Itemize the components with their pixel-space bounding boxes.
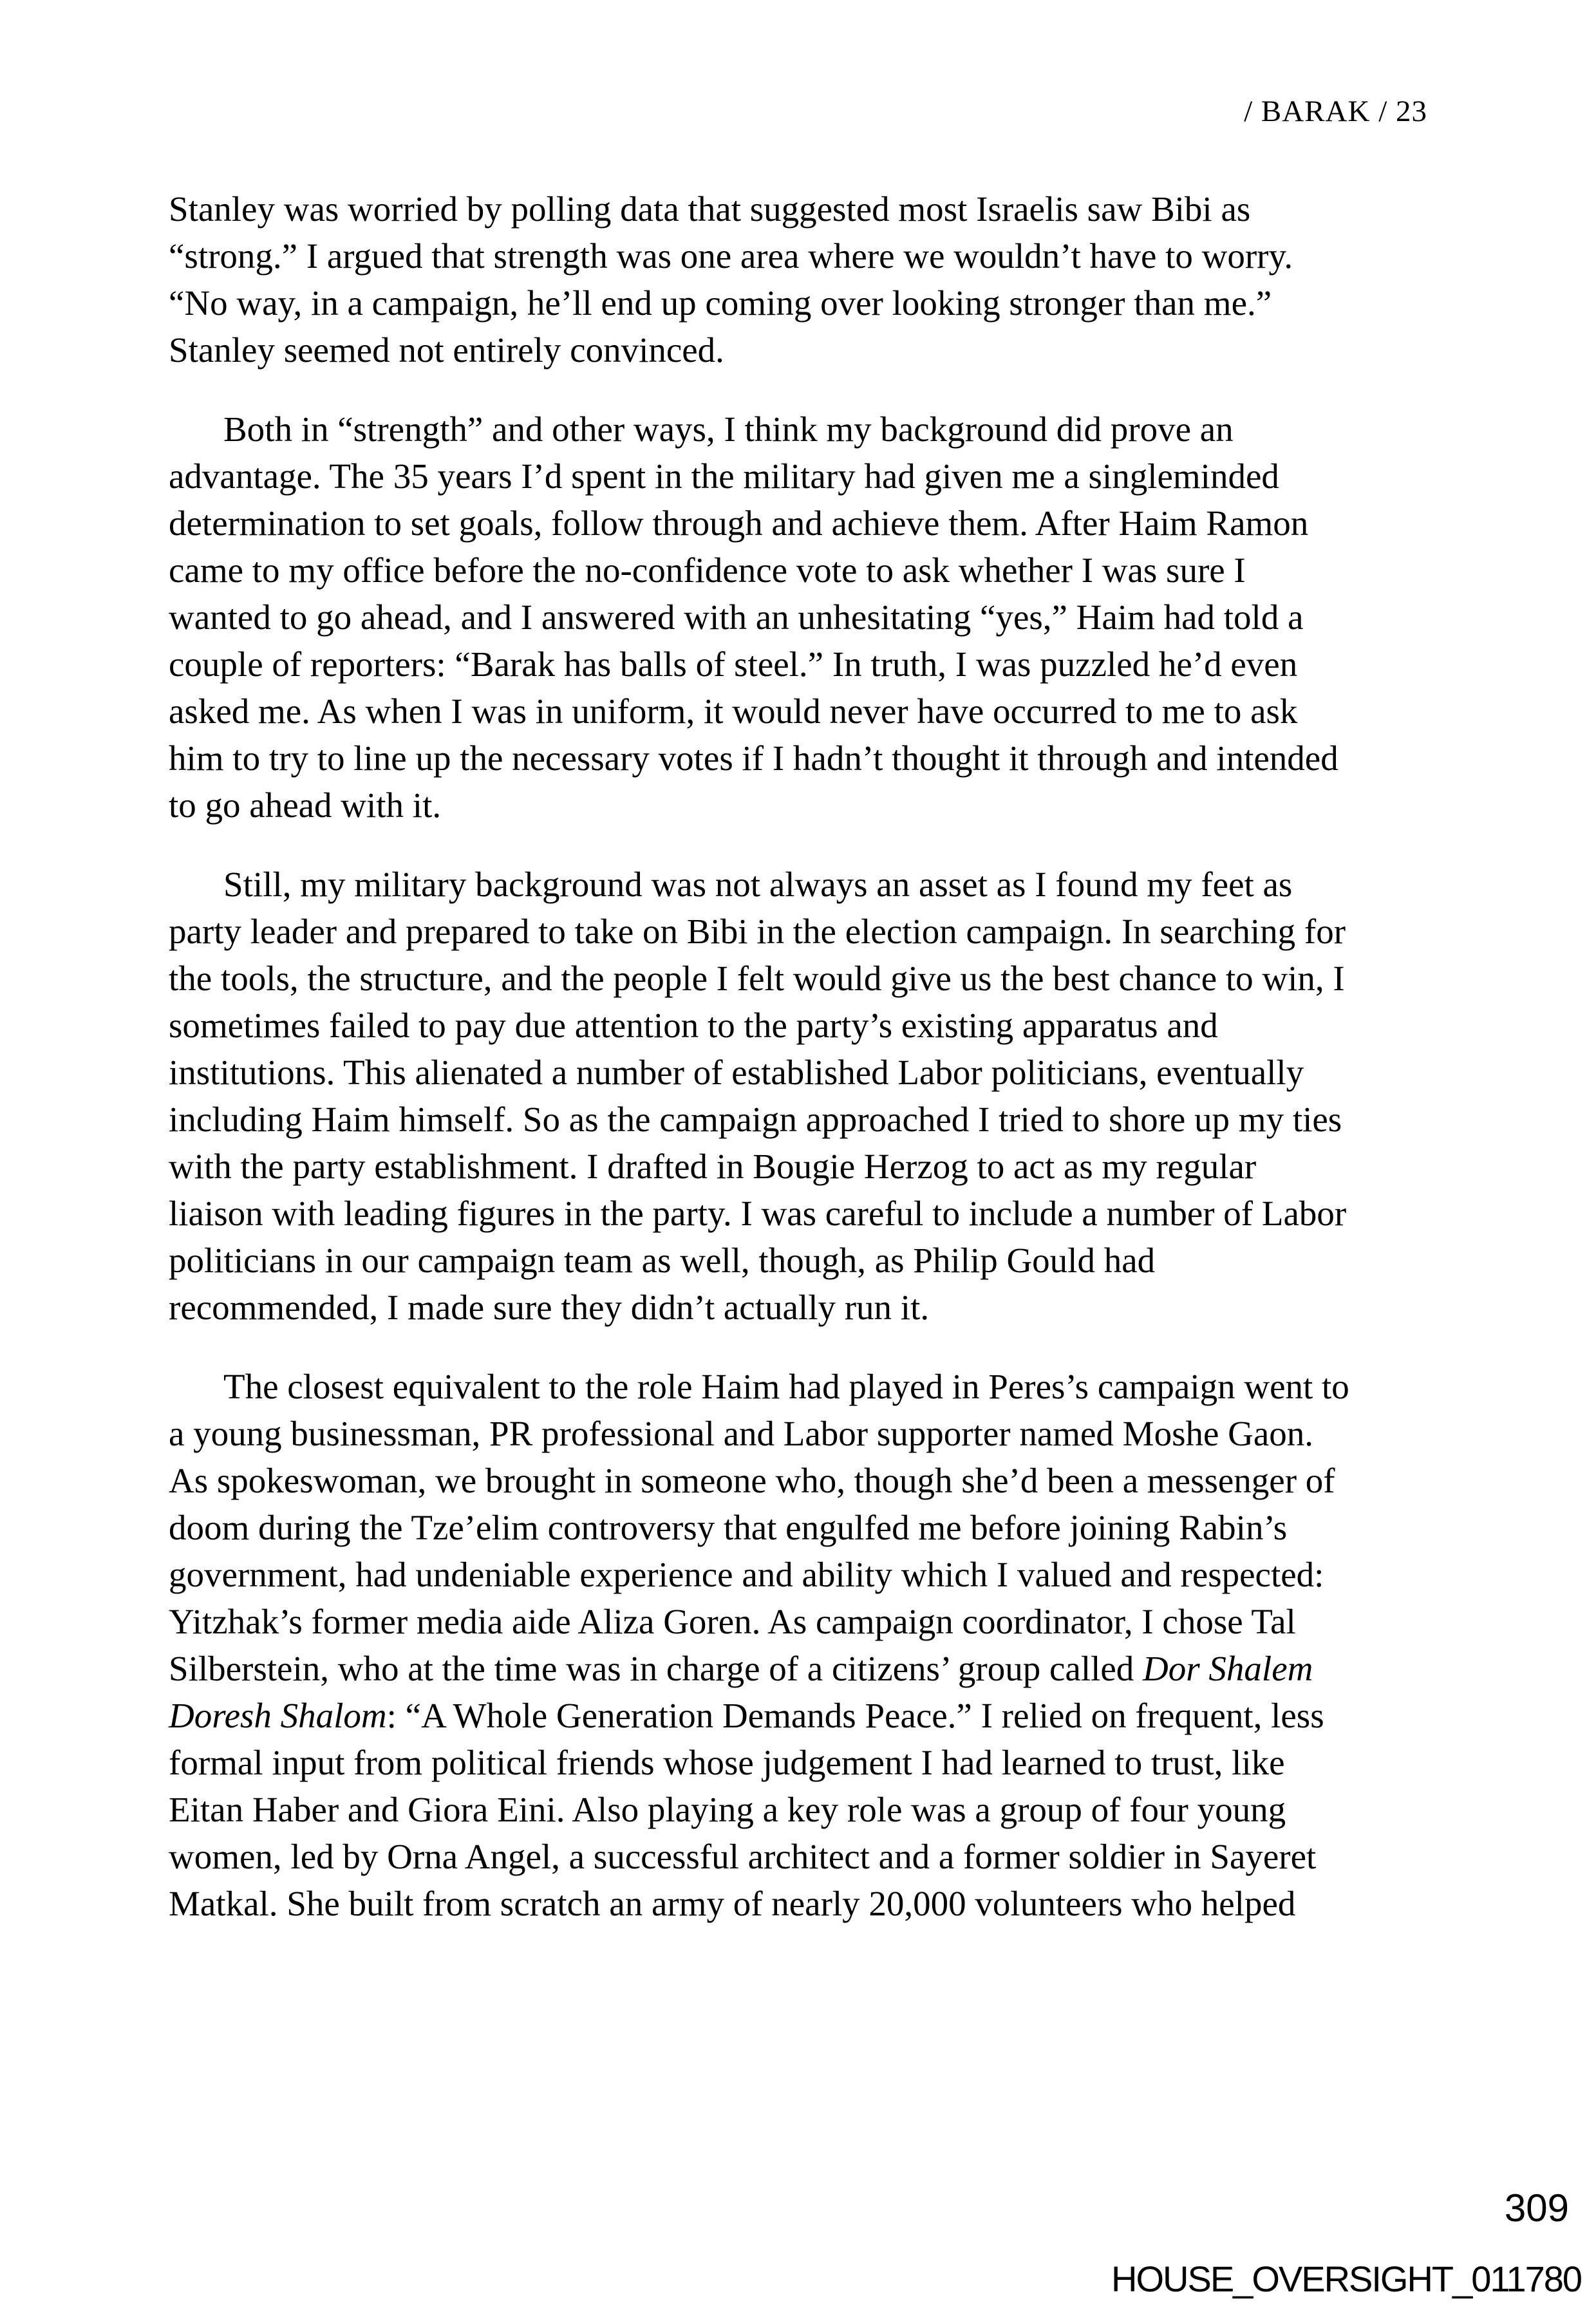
text-line — [169, 406, 1450, 453]
paragraph — [169, 1363, 1450, 1927]
text-segment: a young businessman, PR professional and Labor supporter named Moshe Gaon. — [169, 1414, 1314, 1453]
text-line — [169, 500, 1450, 547]
text-line — [169, 861, 1450, 908]
text-line — [169, 1096, 1450, 1143]
page-body — [169, 185, 1450, 1927]
text-line — [169, 735, 1450, 782]
text-line — [169, 1049, 1450, 1096]
italic-text-segment: Doresh Shalom — [169, 1696, 387, 1735]
text-line — [169, 326, 1450, 373]
text-segment: came to my office before the no-confidence vote to ask whether I was sure I — [169, 550, 1246, 590]
text-segment: to go ahead with it. — [169, 785, 442, 825]
text-line — [169, 279, 1450, 326]
text-line — [169, 547, 1450, 594]
text-line — [169, 955, 1450, 1002]
text-line — [169, 1284, 1450, 1331]
paragraph — [169, 185, 1450, 373]
text-line — [169, 1598, 1450, 1645]
text-segment: recommended, I made sure they didn’t actually run it. — [169, 1288, 930, 1327]
text-segment: including Haim himself. So as the campaign approached I tried to shore up my ties — [169, 1100, 1342, 1139]
text-segment: women, led by Orna Angel, a successful architect and a former soldier in Sayeret — [169, 1837, 1317, 1876]
text-line — [169, 641, 1450, 688]
running-header: / BARAK / 23 — [1244, 95, 1427, 128]
text-segment: couple of reporters: “Barak has balls of steel.” In truth, I was puzzled he’d even — [169, 644, 1298, 684]
text-segment: politicians in our campaign team as well, though, as Philip Gould had — [169, 1241, 1156, 1280]
text-line — [169, 1457, 1450, 1504]
text-line — [169, 453, 1450, 500]
text-line — [169, 1002, 1450, 1049]
text-segment: party leader and prepared to take on Bibi in the election campaign. In searching for — [169, 912, 1346, 951]
text-line — [169, 688, 1450, 735]
text-line — [169, 1190, 1450, 1237]
text-segment: wanted to go ahead, and I answered with an unhesitating “yes,” Haim had told a — [169, 597, 1304, 637]
text-segment: Matkal. She built from scratch an army of nearly 20,000 volunteers who helped — [169, 1884, 1296, 1923]
text-segment: liaison with leading figures in the party. I was careful to include a number of Labor — [169, 1194, 1347, 1233]
text-segment: sometimes failed to pay due attention to the party’s existing apparatus and — [169, 1006, 1218, 1045]
text-line — [169, 1504, 1450, 1551]
text-segment: doom during the Tze’elim controversy that engulfed me before joining Rabin’s — [169, 1508, 1288, 1547]
text-segment: determination to set goals, follow through and achieve them. After Haim Ramon — [169, 503, 1309, 543]
text-segment: institutions. This alienated a number of established Labor politicians, eventually — [169, 1053, 1304, 1092]
text-segment: the tools, the structure, and the people I felt would give us the best chance to win, I — [169, 959, 1345, 998]
paragraph — [169, 406, 1450, 829]
text-line — [169, 1880, 1450, 1927]
text-line — [169, 1551, 1450, 1598]
text-segment: The closest equivalent to the role Haim had played in Peres’s campaign went to — [223, 1367, 1349, 1406]
text-segment: As spokeswoman, we brought in someone who, though she’d been a messenger of — [169, 1461, 1335, 1500]
paragraph — [169, 861, 1450, 1331]
text-line — [169, 232, 1450, 279]
page-number: 309 — [1504, 2186, 1569, 2230]
bates-stamp: HOUSE_OVERSIGHT_011780 — [1111, 2259, 1581, 2299]
text-line — [169, 908, 1450, 955]
text-line — [169, 185, 1450, 232]
text-line — [169, 594, 1450, 641]
text-segment: formal input from political friends whose judgement I had learned to trust, like — [169, 1743, 1285, 1782]
italic-text-segment: Dor Shalem — [1143, 1649, 1313, 1688]
text-segment: with the party establishment. I drafted in Bougie Herzog to act as my regular — [169, 1147, 1257, 1186]
text-line — [169, 1237, 1450, 1284]
text-line — [169, 782, 1450, 829]
text-line — [169, 1143, 1450, 1190]
text-segment: Yitzhak’s former media aide Aliza Goren. As campaign coordinator, I chose Tal — [169, 1602, 1296, 1641]
text-line — [169, 1410, 1450, 1457]
text-segment: Both in “strength” and other ways, I think my background did prove an — [223, 409, 1234, 449]
text-segment: asked me. As when I was in uniform, it would never have occurred to me to ask — [169, 691, 1298, 731]
text-segment: Stanley was worried by polling data that suggested most Israelis saw Bibi as — [169, 189, 1251, 229]
text-segment: Silberstein, who at the time was in charge of a citizens’ group called — [169, 1649, 1143, 1688]
text-segment: Stanley seemed not entirely convinced. — [169, 330, 724, 370]
text-line — [169, 1692, 1450, 1739]
text-line — [169, 1645, 1450, 1692]
text-segment: “strong.” I argued that strength was one area where we wouldn’t have to worry. — [169, 236, 1293, 276]
text-segment: him to try to line up the necessary votes if I hadn’t thought it through and intended — [169, 738, 1338, 778]
text-line — [169, 1786, 1450, 1833]
text-segment: government, had undeniable experience and ability which I valued and respected: — [169, 1555, 1324, 1594]
text-segment: Eitan Haber and Giora Eini. Also playing a key role was a group of four young — [169, 1790, 1286, 1829]
text-line — [169, 1363, 1450, 1410]
text-segment: : “A Whole Generation Demands Peace.” I relied on frequent, less — [386, 1696, 1324, 1735]
text-segment: advantage. The 35 years I’d spent in the military had given me a singleminded — [169, 456, 1279, 496]
text-segment: “No way, in a campaign, he’ll end up coming over looking stronger than me.” — [169, 283, 1272, 323]
text-line — [169, 1833, 1450, 1880]
text-line — [169, 1739, 1450, 1786]
text-segment: Still, my military background was not always an asset as I found my feet as — [223, 865, 1293, 904]
